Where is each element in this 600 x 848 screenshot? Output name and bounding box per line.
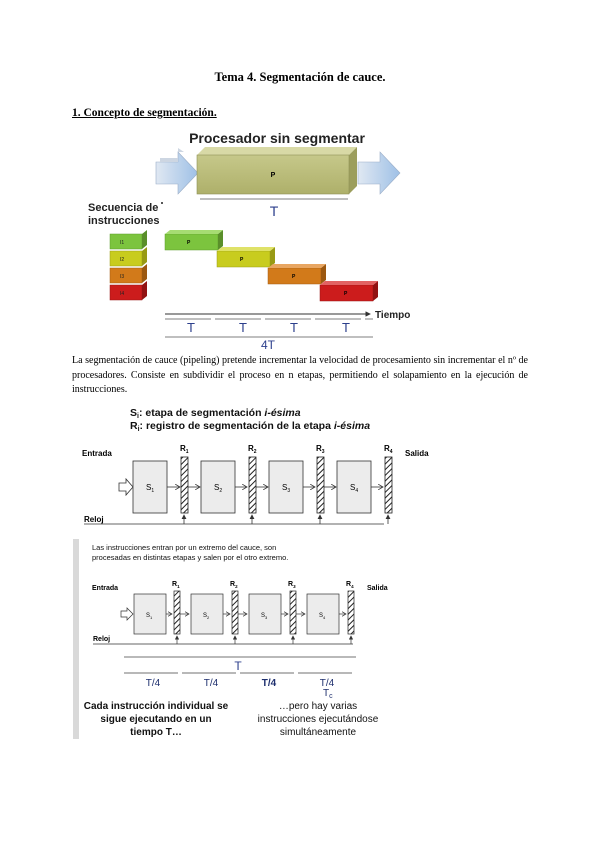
bottom-left-line-1: Cada instrucción individual se <box>83 701 229 712</box>
execution-bar-1 <box>165 230 223 250</box>
period-label: T <box>239 320 247 335</box>
execution-bar-label: P <box>187 240 191 246</box>
timing-register-r3 <box>288 581 296 634</box>
entrada-label: Entrada <box>82 449 112 458</box>
stage-label: $S_3$ <box>282 483 291 494</box>
instruction-stack <box>110 230 147 300</box>
figure-unsegmented-processor <box>72 126 410 352</box>
timing-stage-s2 <box>191 594 223 634</box>
register-label: $R_4$ <box>346 581 354 589</box>
bottom-left-line-2: sigue ejecutando en un <box>100 714 212 725</box>
stage-label: $S_3$ <box>261 613 268 620</box>
definition-register: Ri: registro de segmentación de la etapa i-ésima <box>130 420 371 433</box>
reloj-label: Reloj <box>93 636 111 643</box>
timing-stage-s1 <box>134 594 166 634</box>
timing-register-r4 <box>346 581 354 634</box>
instruction-label: I2 <box>120 257 125 263</box>
stage-label: $S_4$ <box>350 483 359 494</box>
timing-stage-s4 <box>307 594 339 634</box>
register-r1 <box>180 444 189 513</box>
instruction-label: I3 <box>120 274 125 280</box>
tc-label: $T_c$ <box>323 688 333 700</box>
execution-bar-2 <box>217 247 275 267</box>
execution-bar-label: P <box>292 274 296 280</box>
bottom-right-line-2: instrucciones ejecutándose <box>257 714 379 725</box>
stage-label: $S_1$ <box>146 613 153 620</box>
period-label: T <box>342 320 350 335</box>
input-arrow-icon <box>119 479 133 495</box>
bullet-dot <box>161 202 163 204</box>
period-label: T <box>290 320 298 335</box>
bottom-left-line-3: tiempo T… <box>130 727 182 738</box>
instruction-label: I4 <box>120 291 125 297</box>
period-label: T <box>187 320 195 335</box>
caption-line-2: procesadas en distintas etapas y salen por el otro extremo. <box>92 553 289 562</box>
register-label: $R_1$ <box>180 444 189 455</box>
instruction-label: I1 <box>120 240 125 246</box>
definition-stage: Si: etapa de segmentación i-ésima <box>130 407 301 420</box>
t-dimension-label: T <box>269 203 279 219</box>
time-axis-label: Tiempo <box>375 310 411 321</box>
stage-s2 <box>201 461 235 513</box>
caption-line-1: Las instrucciones entran por un extremo del cauce, son <box>92 543 277 552</box>
page-title: Tema 4. Segmentación de cauce. <box>214 70 386 84</box>
register-r2 <box>248 444 257 513</box>
quarter-label: T/4 <box>203 678 219 689</box>
execution-bar-4 <box>320 281 378 301</box>
register-label: $R_2$ <box>248 444 257 455</box>
register-label: $R_3$ <box>288 581 296 589</box>
timing-stage-s3 <box>249 594 281 634</box>
register-r4 <box>384 444 393 513</box>
bottom-right-line-3: simultáneamente <box>279 727 357 738</box>
figure3-side-bar <box>73 539 79 739</box>
register-label: $R_3$ <box>316 444 325 455</box>
processor-block <box>197 147 357 194</box>
salida-label: Salida <box>367 585 388 592</box>
register-r3 <box>316 444 325 513</box>
reloj-label: Reloj <box>84 515 104 524</box>
register-label: $R_4$ <box>384 444 393 455</box>
entrada-label: Entrada <box>92 585 119 592</box>
timing-register-r1 <box>172 581 180 634</box>
quarter-label: T/4 <box>319 678 335 689</box>
section-heading: 1. Concepto de segmentación. <box>72 107 217 119</box>
execution-bar-3 <box>268 264 326 284</box>
salida-label: Salida <box>405 449 429 458</box>
figure-pipeline-stages <box>82 407 429 524</box>
intro-paragraph: La segmentación de cauce (pipeling) pretende incrementar la velocidad de procesamiento sin incrementar el nº de procesadores. Consiste en subdividir el proceso en n etapas, permitiendo el solapamiento en la ejecución de instrucciones. <box>72 355 528 395</box>
stage-label: $S_2$ <box>214 483 223 494</box>
total-time-label: 4T <box>260 338 276 352</box>
stage-s4 <box>337 461 371 513</box>
sequence-label-line2: instrucciones <box>88 215 160 227</box>
input-arrow-icon <box>121 608 133 620</box>
bottom-right-line-1: …pero hay varias <box>278 701 358 712</box>
stage-label: $S_2$ <box>203 613 210 620</box>
stage-s1 <box>133 461 167 513</box>
quarter-label: T/4 <box>145 678 161 689</box>
processor-label: P <box>270 172 276 179</box>
figure1-heading: Procesador sin segmentar <box>189 130 365 146</box>
register-label: $R_1$ <box>172 581 180 589</box>
figure-pipeline-timing <box>73 539 388 739</box>
quarter-label: T/4 <box>261 678 277 689</box>
stage-label: $S_1$ <box>146 483 155 494</box>
execution-bar-label: P <box>344 291 348 297</box>
total-time-label: T <box>234 659 242 673</box>
sequence-label-line1: Secuencia de <box>88 202 159 214</box>
stage-label: $S_4$ <box>319 613 326 620</box>
timing-register-r2 <box>230 581 238 634</box>
stage-s3 <box>269 461 303 513</box>
execution-bar-label: P <box>240 257 244 263</box>
register-label: $R_2$ <box>230 581 238 589</box>
